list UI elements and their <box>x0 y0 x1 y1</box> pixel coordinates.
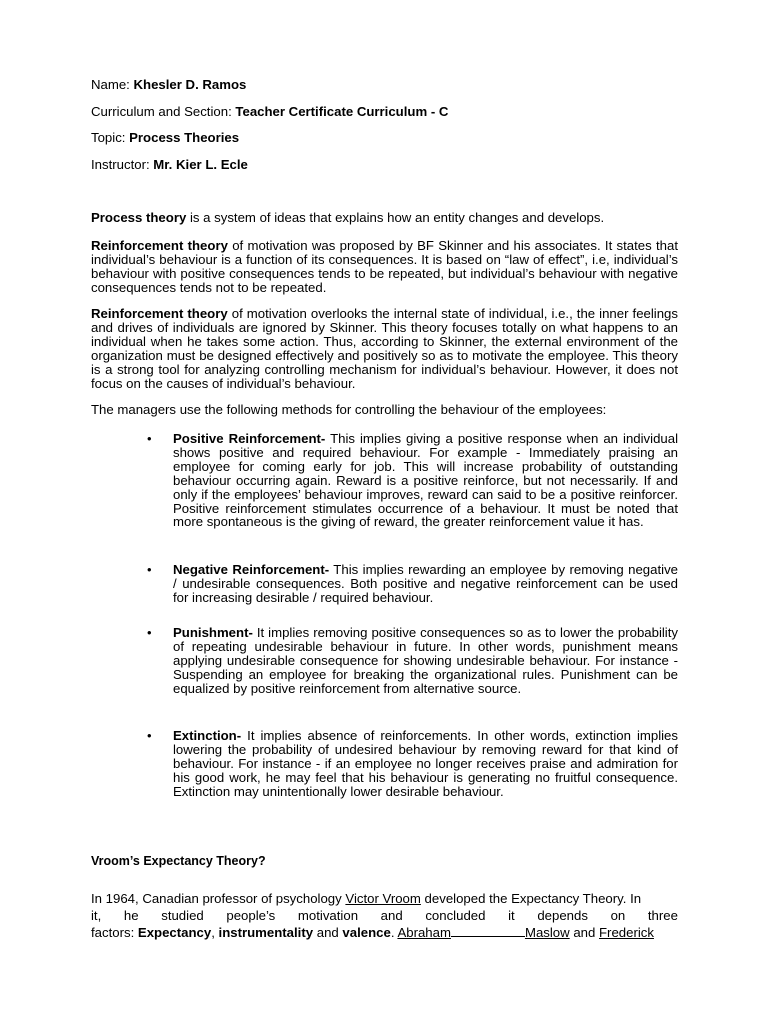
bullet-icon: • <box>147 431 152 446</box>
methods-intro: The managers use the following methods for controlling the behaviour of the employees: <box>91 402 607 417</box>
topic-value: Process Theories <box>129 130 240 145</box>
frederick-link[interactable]: Frederick <box>599 925 654 940</box>
list-item: • Extinction- It implies absence of reinforcements. In other words, extinction implies lowering the probability of undesired behaviour by removing reward for that kind of behaviour. For instance - if an employee no longer receives praise and admiration for his good work, he may feel that his behaviour is generating no fruitful consequence. Extinction may unintentionally lower desirable behaviour. <box>147 728 678 799</box>
curriculum-line: Curriculum and Section: Teacher Certificate Curriculum - C <box>91 104 449 119</box>
reinforcement-paragraph-1: Reinforcement theory of motivation was proposed by BF Skinner and his associates. It states that individual’s behaviour is a function of its consequences. It is based on “law of effect”, i.e, individual’s behaviour with positive consequences tends to be repeated, but individual’s behaviour with negative consequences tends not to be repeated. <box>91 238 678 295</box>
vroom-line-2: it, he studied people’s motivation and concluded it depends on three <box>91 908 678 923</box>
list-item: • Punishment- It implies removing positive consequences so as to lower the probability of repeating undesirable behaviour in future. In other words, punishment means applying undesirable consequence for showing undesirable behaviour. For instance - Suspending an employee for breaking the organizational rules. Punishment can be equalized by positive reinforcement from alternative source. <box>147 625 678 696</box>
maslow-link[interactable]: Maslow <box>524 925 570 940</box>
instructor-line: Instructor: Mr. Kier L. Ecle <box>91 157 248 172</box>
curriculum-value: Teacher Certificate Curriculum - C <box>235 104 449 119</box>
bullet-icon: • <box>147 728 152 743</box>
vroom-line-1: In 1964, Canadian professor of psychology Victor Vroom developed the Expectancy Theory. In <box>91 891 642 906</box>
topic-line: Topic: Process Theories <box>91 130 240 145</box>
list-item: • Negative Reinforcement- This implies rewarding an employee by removing negative / undesirable consequences. Both positive and negative reinforcement can be used for increasing desirable / required behaviour. <box>147 562 678 605</box>
reinforcement-paragraph-2: Reinforcement theory of motivation overlooks the internal state of individual, i.e., the inner feelings and drives of individuals are ignored by Skinner. This theory focuses totally on what happens to an individual when he takes some action. Thus, according to Skinner, the external environment of the organization must be designed effectively and positively so as to motivate the employee. This theory is a strong tool for analyzing controlling mechanism for individual’s behaviour. However, it does not focus on the causes of individual’s behaviour. <box>91 306 678 391</box>
abraham-link[interactable]: Abraham <box>397 925 451 940</box>
vroom-line-3: factors: Expectancy, instrumentality and valence. Abraham Maslow and Frederick <box>91 925 654 940</box>
vroom-heading: Vroom’s Expectancy Theory? <box>91 854 266 868</box>
instructor-value: Mr. Kier L. Ecle <box>153 157 248 172</box>
student-name: Khesler D. Ramos <box>133 77 247 92</box>
link-underline-gap <box>451 925 525 937</box>
bullet-icon: • <box>147 625 152 640</box>
victor-vroom-link[interactable]: Victor Vroom <box>345 891 421 906</box>
process-theory-paragraph: Process theory is a system of ideas that explains how an entity changes and develops. <box>91 210 605 225</box>
list-item: • Positive Reinforcement- This implies giving a positive response when an individual shows positive and required behaviour. For example - Immediately praising an employee for coming early for job. This will increase probability of outstanding behaviour occurring again. Reward is a positive reinforce, but not necessarily. If and only if the employees’ behaviour improves, reward can said to be a positive reinforcer. Positive reinforcement stimulates occurrence of a behaviour. It must be noted that more spontaneous is the giving of reward, the greater reinforcement value it has. <box>147 431 678 530</box>
name-line: Name: Khesler D. Ramos <box>91 77 247 92</box>
vroom-paragraph <box>91 890 678 941</box>
bullet-icon: • <box>147 562 152 577</box>
